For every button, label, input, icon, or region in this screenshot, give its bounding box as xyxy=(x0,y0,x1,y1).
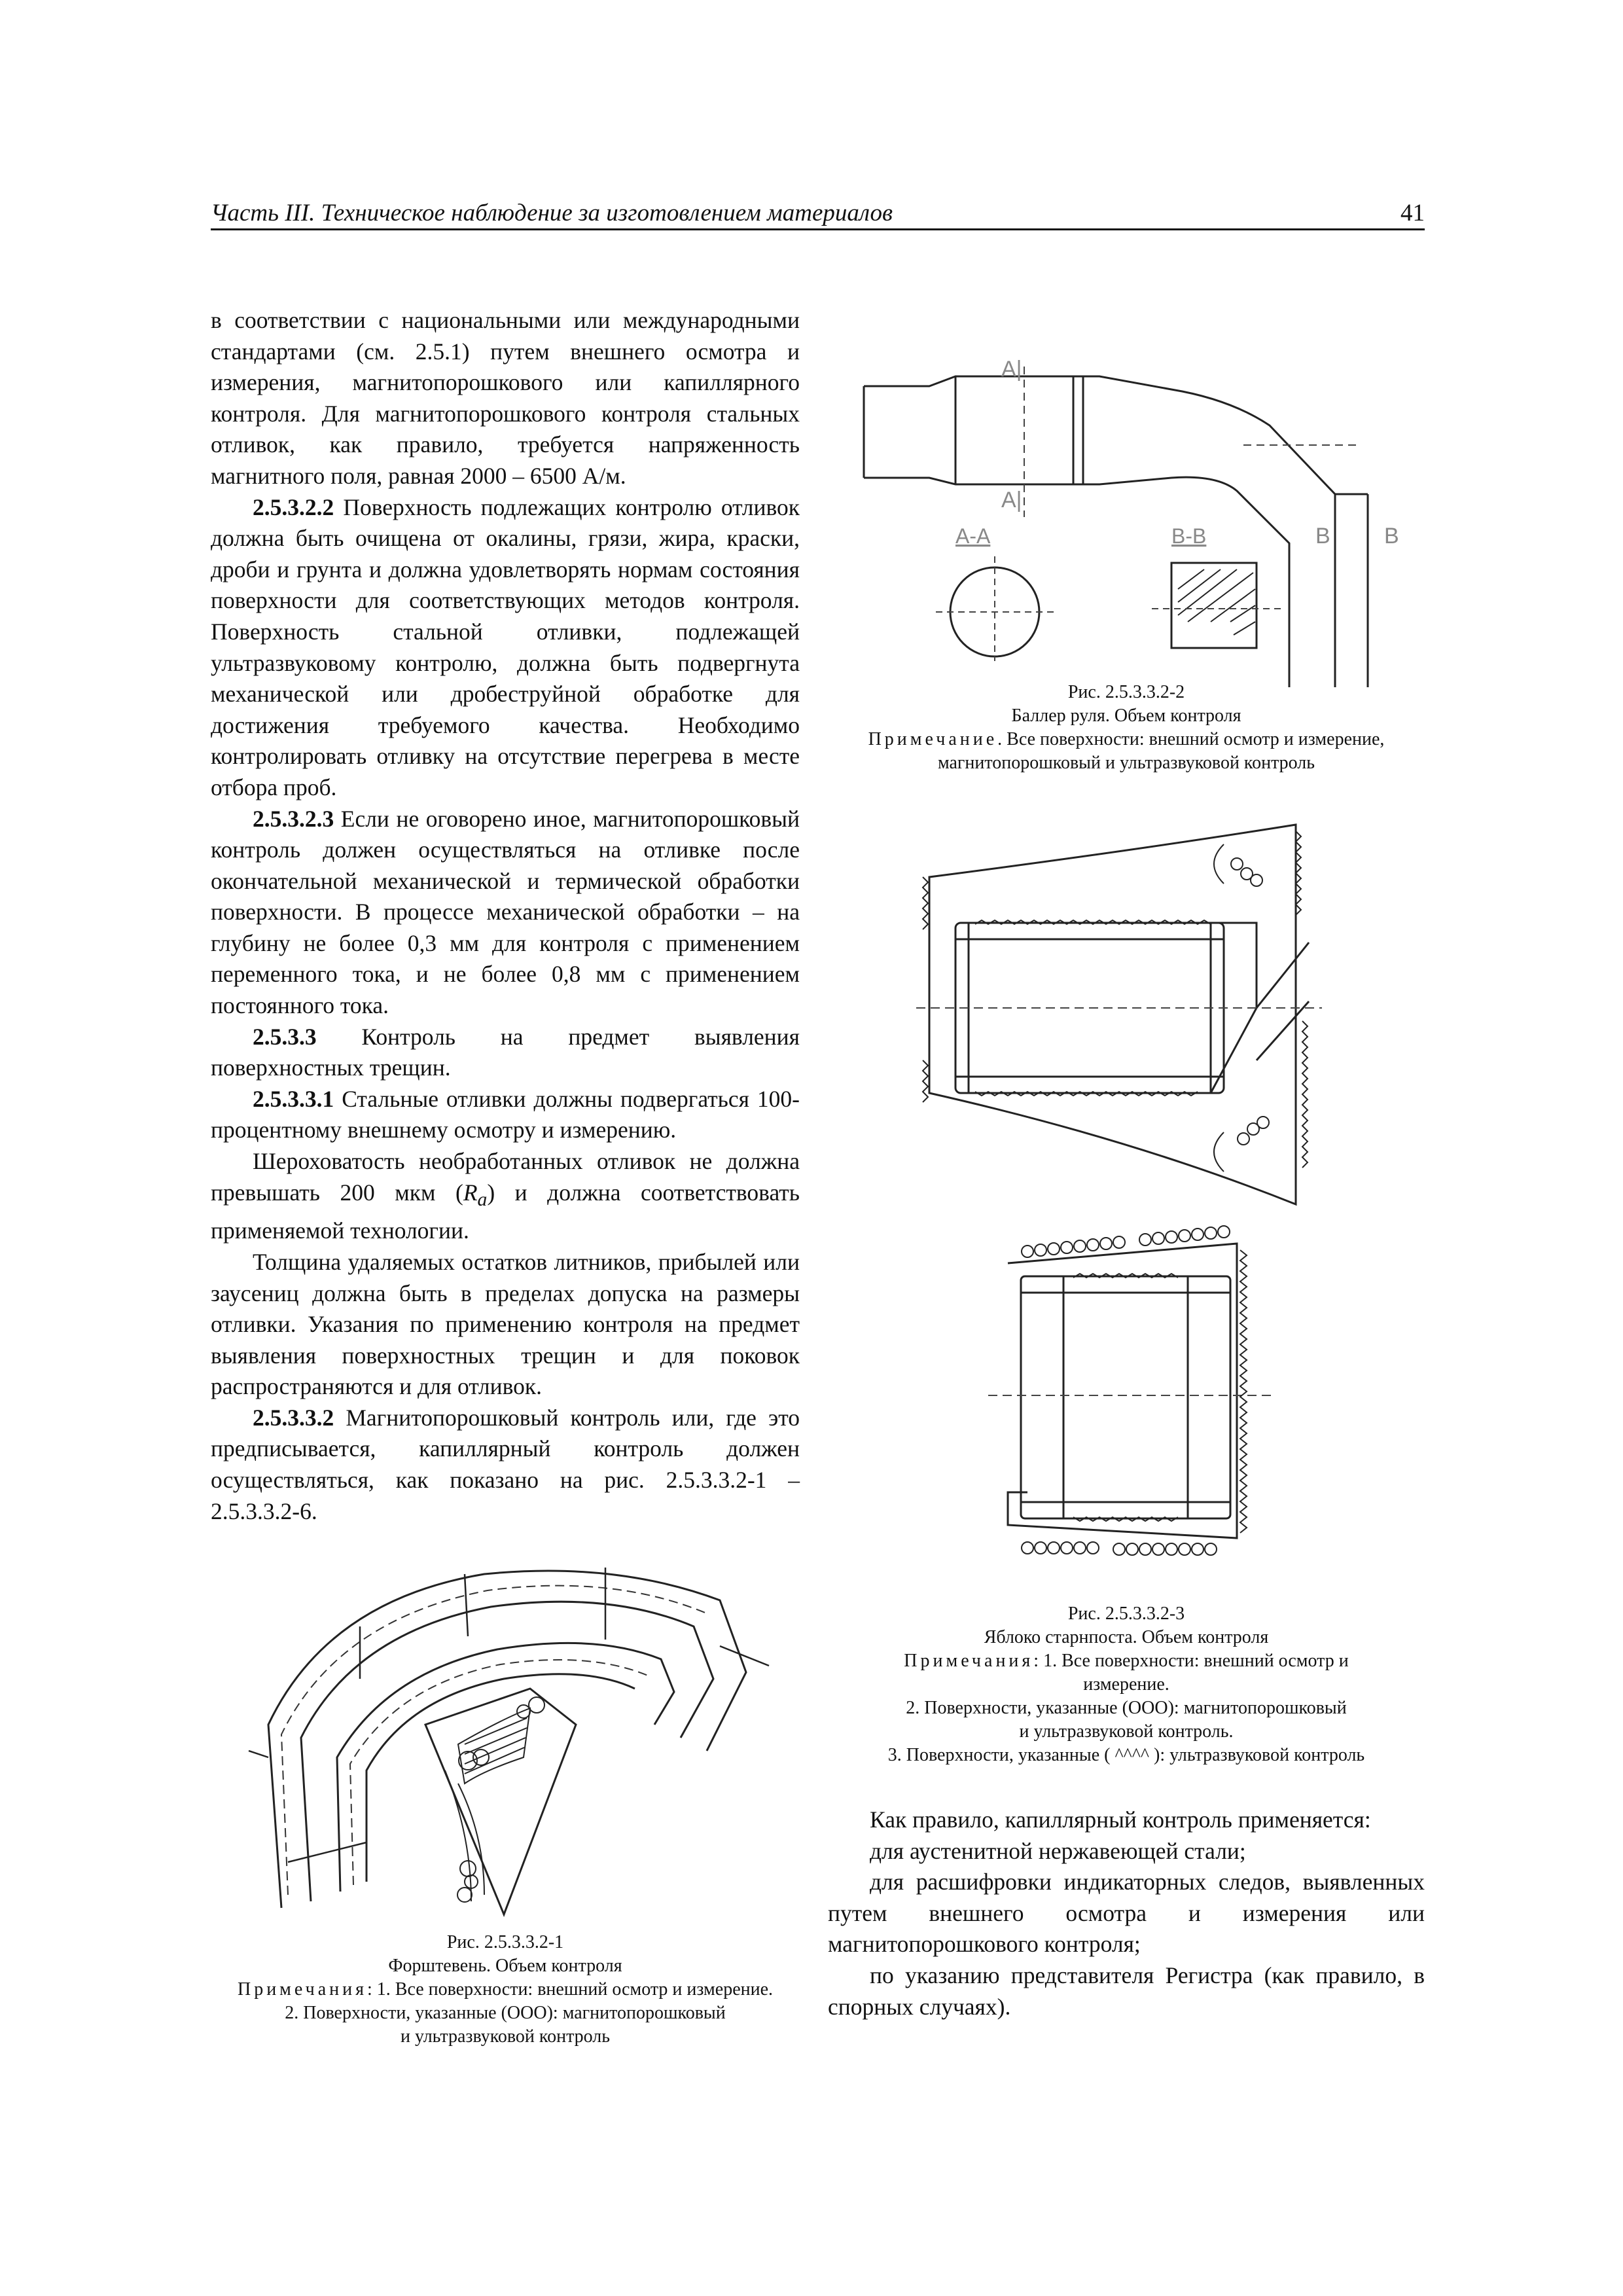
section-label-a-top: A| xyxy=(1001,357,1022,382)
paragraph: Толщина удаляемых остатков литников, прибылей или заусениц должна быть в пределах допуска на размеры отливки. Указания по применению контроля на предмет выявления поверхностных трещин и для поковок распространяются и для отливок. xyxy=(211,1248,800,1400)
paragraph: 2.5.3.3.1 Стальные отливки должны подвергаться 100-процентному внешнему осмотру и измерению. xyxy=(211,1085,800,1143)
clause-number: 2.5.3.3.2 xyxy=(253,1404,334,1431)
figure-1-note: 2. Поверхности, указанные (ООО): магнитопорошковый xyxy=(285,2003,726,2023)
figure-3-caption xyxy=(828,1602,1425,1767)
section-label-b-left: B xyxy=(1315,524,1330,548)
paragraph: по указанию представителя Регистра (как правило, в спорных случаях). xyxy=(828,1962,1425,2020)
paragraph: 2.5.3.3.2 Магнитопорошковый контроль или, где это предписывается, капиллярный контроль должен осуществляться, как показано на рис. 2.5.3.3.2-1 – 2.5.3.3.2-6. xyxy=(211,1404,800,1524)
section-bb-label: B-B xyxy=(1171,524,1207,548)
header-rule xyxy=(211,228,1425,230)
clause-number: 2.5.3.2.2 xyxy=(253,493,334,520)
clause-number: 2.5.3.3 xyxy=(253,1023,317,1050)
figure-2-subtitle: Баллер руля. Объем контроля xyxy=(1011,706,1241,726)
paragraph: Шероховатость необработанных отливок не должна превышать 200 мкм $(R_a)$ и должна соответствовать применяемой технологии. xyxy=(211,1148,800,1244)
figure-1-subtitle: Форштевень. Объем контроля xyxy=(388,1956,622,1976)
paragraph: для расшифровки индикаторных следов, выявленных путем внешнего осмотра и измерения или магнитопорошкового контроля; xyxy=(828,1869,1425,1958)
clause-number: 2.5.3.2.3 xyxy=(253,805,334,832)
figure-1-note: Примечания: 1. Все поверхности: внешний осмотр и измерение. xyxy=(237,1979,774,2000)
figure-2-caption xyxy=(828,681,1425,775)
figure-3-subtitle: Яблоко старнпоста. Объем контроля xyxy=(984,1627,1269,1647)
figure-3-note: и ультразвуковой контроль. xyxy=(1019,1721,1234,1742)
figure-1-title: Рис. 2.5.3.3.2-1 xyxy=(446,1932,564,1952)
section-aa-label: A-A xyxy=(955,524,991,548)
figure-2-note: Примечание. Все поверхности: внешний осмотр и измерение, xyxy=(868,729,1385,749)
figure-2-title: Рис. 2.5.3.3.2-2 xyxy=(1067,682,1185,702)
figure-3-note: измерение. xyxy=(1083,1674,1169,1695)
header-title: Часть III. Техническое наблюдение за изготовлением материалов xyxy=(211,200,893,226)
figure-1-caption xyxy=(211,1931,800,2049)
paragraph: 2.5.3.3 Контроль на предмет выявления поверхностных трещин. xyxy=(211,1023,800,1081)
figure-2-note: магнитопорошковый и ультразвуковой контроль xyxy=(937,753,1315,773)
paragraph: 2.5.3.2.2 Поверхность подлежащих контролю отливок должна быть очищена от окалины, грязи, жира, краски, дроби и грунта и должна удовлетворять нормам состояния поверхности для соответствующих методов контроля. Поверхность стальной отливки, подлежащей ультразвуковому контролю, должна быть подвергнута механической или дробеструйной обработке для достижения требуемого качества. Необходимо контролировать отливку на отсутствие перегрева в месте отбора проб. xyxy=(211,493,800,800)
figure-sternpost-boss-side xyxy=(916,812,1322,1230)
paragraph: в соответствии с национальными или международными стандартами (см. 2.5.1) путем внешнего осмотра и измерения, магнитопорошкового или капиллярного контроля. Для магнитопорошкового контроля стальных отливок, как правило, требуется напряженность магнитного поля, равная 2000 – 6500 А/м. xyxy=(211,307,800,489)
figure-sternpost-boss-section xyxy=(988,1217,1276,1564)
section-label-b-right: B xyxy=(1384,524,1399,548)
paragraph: 2.5.3.2.3 Если не оговорено иное, магнитопорошковый контроль должен осуществляться на отливке после окончательной механической и термической обработки поверхности. В процессе механической обработки – на глубину не более 0,3 мм для контроля с применением переменного тока, и не более 0,8 мм с применением постоянного тока. xyxy=(211,805,800,1019)
figure-rudder-stock xyxy=(864,353,1427,681)
figure-3-title: Рис. 2.5.3.3.2-3 xyxy=(1067,1604,1185,1624)
page-number: 41 xyxy=(1400,200,1425,226)
paragraph: для аустенитной нержавеющей стали; xyxy=(870,1837,1246,1864)
paragraph: Как правило, капиллярный контроль применяется: xyxy=(870,1806,1371,1833)
figure-1-note: и ультразвуковой контроль xyxy=(400,2026,611,2047)
figure-3-note: 2. Поверхности, указанные (ООО): магнитопорошковый xyxy=(906,1698,1347,1718)
figure-3-note: Примечания: 1. Все поверхности: внешний осмотр и xyxy=(904,1651,1349,1671)
figure-stem-drawing xyxy=(249,1561,785,1928)
section-label-a-bottom: A| xyxy=(1001,488,1022,512)
left-column xyxy=(211,305,800,1527)
right-column xyxy=(828,1804,1425,2022)
clause-number: 2.5.3.3.1 xyxy=(253,1085,334,1112)
figure-3-note: 3. Поверхности, указанные ( ^^^^ ): ультразвуковой контроль xyxy=(887,1745,1365,1765)
